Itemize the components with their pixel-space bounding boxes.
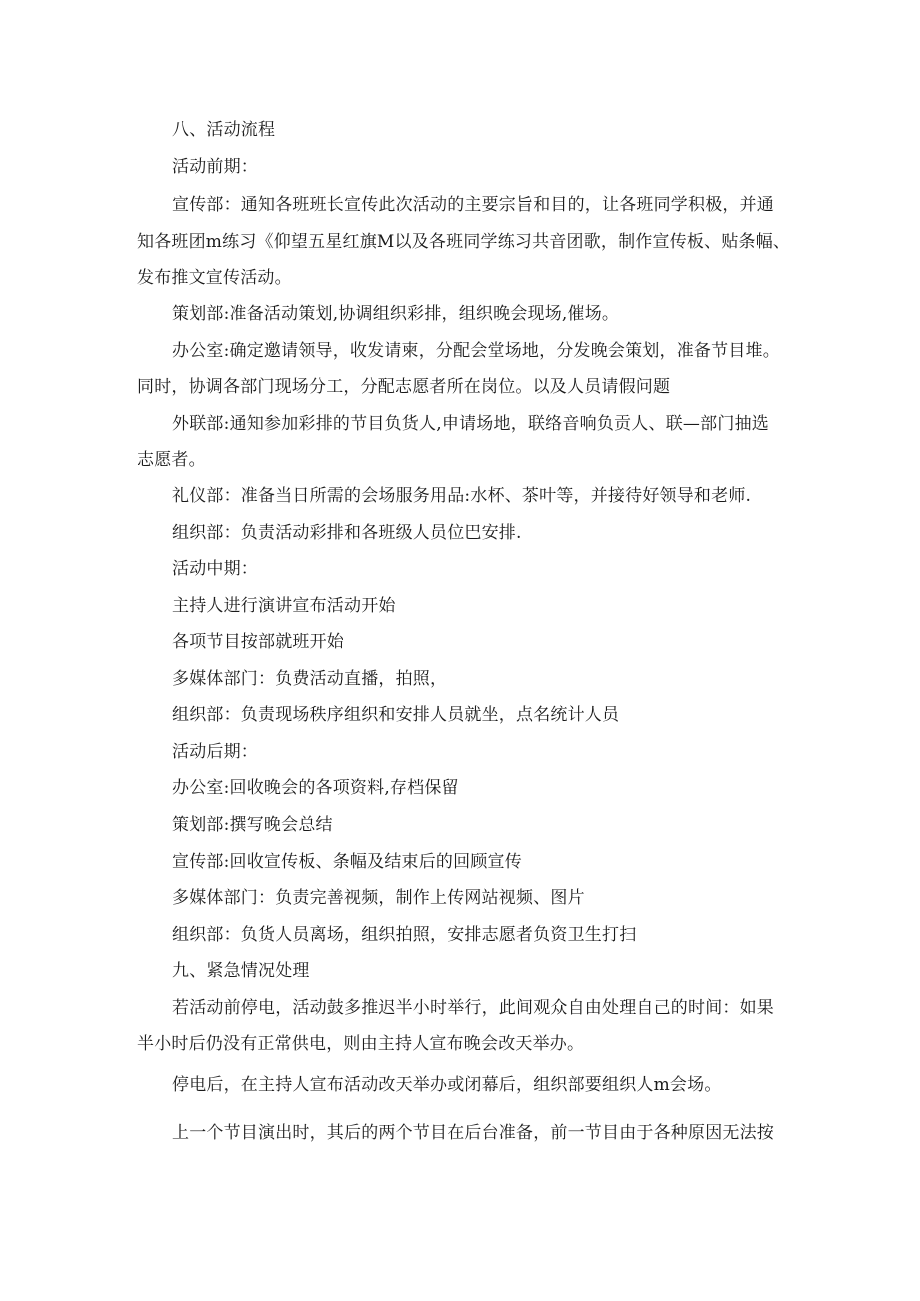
paragraph-line: 上一个节目演出时，其后的两个节目在后台准备，前一节目由于各种原因无法按 xyxy=(172,1123,774,1143)
paragraph-line: 外联部:通知参加彩排的节目负货人,申请场地，联络音响负贡人、联—部门抽选 xyxy=(172,414,769,434)
paragraph-line: 多媒体部门：负责完善视频，制作上传网站视频、图片 xyxy=(172,888,585,908)
paragraph-line: 各项节目按部就班开始 xyxy=(172,632,344,652)
phase-heading-mid: 活动中期： xyxy=(172,559,258,579)
section-heading-8: 八、活动流程 xyxy=(172,120,276,140)
paragraph-line: 办公室:确定邀请领导，收发请柬，分配会堂场地，分发晚会策划，准备节目堆。 xyxy=(172,341,780,361)
paragraph-line: 知各班团m练习《仰望五星红旗M以及各班同学练习共音团歌，制作宣传板、贴条幅、 xyxy=(137,232,791,252)
paragraph-line: 策划部:准备活动策划,协调组织彩排，组织晚会现场,催场。 xyxy=(172,304,620,324)
paragraph-line: 停电后，在主持人宣布活动改天举办或闭幕后，组织部要组织人m会场。 xyxy=(172,1075,722,1095)
phase-heading-pre: 活动前期： xyxy=(172,157,258,177)
paragraph-line: 宣传部：通知各班班长宣传此次活动的主要宗旨和目的，让各班同学积极，并通 xyxy=(172,195,774,215)
paragraph-line: 组织部：负货人员离场，组织拍照，安排志愿者负资卫生打扫 xyxy=(172,925,637,945)
paragraph-line: 发布推文宣传活动。 xyxy=(137,268,292,288)
paragraph-line: 若活动前停电，活动鼓多推迟半小时举行，此间观众自由处理自己的时间：如果 xyxy=(172,998,774,1018)
paragraph-line: 半小时后仍没有正常供电，则由主持人宣布晚会改天举办。 xyxy=(137,1034,585,1054)
paragraph-line: 宣传部:回收宣传板、条幅及结束后的回顾宣传 xyxy=(172,852,522,872)
paragraph-line: 组织部：负责现场秩序组织和安排人员就坐，点名统计人员 xyxy=(172,705,620,725)
paragraph-line: 礼仪部：准备当日所需的会场服务用品:水杯、茶叶等，并接待好领导和老师. xyxy=(172,486,752,506)
paragraph-line: 策划部:撰写晚会总结 xyxy=(172,815,333,835)
paragraph-line: 组织部：负责活动彩排和各班级人员位巴安排. xyxy=(172,523,522,543)
paragraph-line: 多媒体部门：负费活动直播，拍照， xyxy=(172,669,448,689)
paragraph-line: 办公室:回收晚会的各项资料,存档保留 xyxy=(172,778,459,798)
paragraph-line: 主持人进行演讲宣布活动开始 xyxy=(172,596,396,616)
section-heading-9: 九、紧急情况处理 xyxy=(172,961,310,981)
phase-heading-post: 活动后期： xyxy=(172,742,258,762)
paragraph-line: 同时，协调各部门现场分工，分配志愿者所在岗位。以及人员请假问题 xyxy=(137,377,671,397)
paragraph-line: 志愿者。 xyxy=(137,450,206,470)
